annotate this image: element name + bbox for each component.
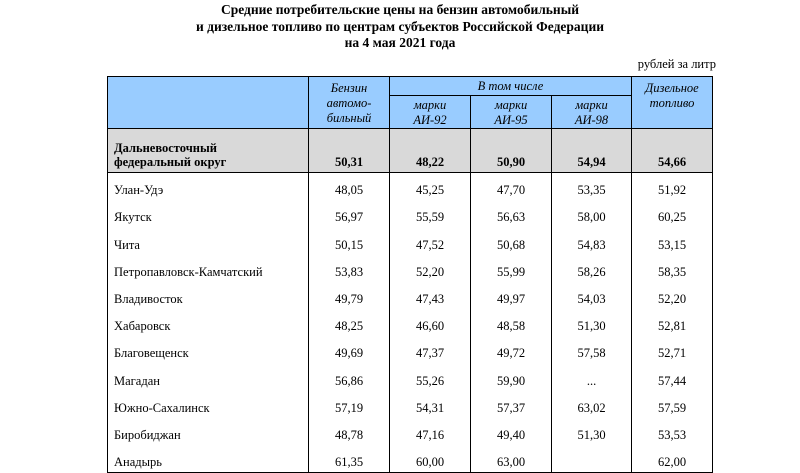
total-gasoline: 50,31 <box>309 129 390 173</box>
price-ai95: 56,63 <box>471 200 552 227</box>
city-name: Чита <box>108 227 309 254</box>
header-ai98-line2: АИ-98 <box>574 113 609 127</box>
price-gasoline: 57,19 <box>309 391 390 418</box>
price-diesel: 60,25 <box>632 200 713 227</box>
header-gasoline-line3: бильный <box>326 111 372 125</box>
price-ai92: 47,52 <box>390 227 471 254</box>
price-ai95: 63,00 <box>471 445 552 473</box>
header-ai98-line1: марки <box>575 98 608 112</box>
total-ai98: 54,94 <box>552 129 632 173</box>
price-ai92: 45,25 <box>390 173 471 201</box>
price-ai98: 54,03 <box>552 282 632 309</box>
city-name: Петропавловск-Камчатский <box>108 255 309 282</box>
title-line-3: на 4 мая 2021 года <box>344 35 456 50</box>
price-diesel: 53,53 <box>632 418 713 445</box>
price-ai92: 55,59 <box>390 200 471 227</box>
table-row <box>108 200 713 227</box>
price-ai95: 57,37 <box>471 391 552 418</box>
header-ai92 <box>390 96 471 129</box>
header-diesel-line2: топливо <box>649 96 695 110</box>
price-ai95: 47,70 <box>471 173 552 201</box>
table-row-total <box>108 129 713 173</box>
city-name: Якутск <box>108 200 309 227</box>
price-ai98: 58,26 <box>552 255 632 282</box>
table-row <box>108 282 713 309</box>
city-name: Южно-Сахалинск <box>108 391 309 418</box>
city-name: Магадан <box>108 363 309 390</box>
price-gasoline: 56,97 <box>309 200 390 227</box>
price-ai95: 59,90 <box>471 363 552 390</box>
header-empty-cell <box>108 77 309 129</box>
table-row <box>108 418 713 445</box>
price-ai92: 52,20 <box>390 255 471 282</box>
header-ai95-line1: марки <box>494 98 528 112</box>
price-diesel: 52,81 <box>632 309 713 336</box>
total-ai92: 48,22 <box>390 129 471 173</box>
total-name <box>108 129 309 173</box>
total-ai95: 50,90 <box>471 129 552 173</box>
price-gasoline: 53,83 <box>309 255 390 282</box>
table-row <box>108 445 713 473</box>
price-ai95: 55,99 <box>471 255 552 282</box>
table-row <box>108 363 713 390</box>
price-ai98: ... <box>552 363 632 390</box>
price-ai98: 51,30 <box>552 309 632 336</box>
price-diesel: 51,92 <box>632 173 713 201</box>
header-gasoline-line2: автомо- <box>326 96 372 110</box>
price-ai98: 58,00 <box>552 200 632 227</box>
city-name: Благовещенск <box>108 336 309 363</box>
city-name: Биробиджан <box>108 418 309 445</box>
price-ai92: 47,16 <box>390 418 471 445</box>
header-including: В том числе <box>390 77 632 96</box>
price-diesel: 57,59 <box>632 391 713 418</box>
header-ai95-line2: АИ-95 <box>494 113 528 127</box>
price-gasoline: 49,79 <box>309 282 390 309</box>
price-ai98: 51,30 <box>552 418 632 445</box>
price-ai92: 55,26 <box>390 363 471 390</box>
price-ai98 <box>552 445 632 473</box>
price-ai92: 54,31 <box>390 391 471 418</box>
price-ai95: 49,40 <box>471 418 552 445</box>
table-row <box>108 173 713 201</box>
price-gasoline: 56,86 <box>309 363 390 390</box>
unit-label: рублей за литр <box>637 57 716 71</box>
total-diesel: 54,66 <box>632 129 713 173</box>
city-name: Улан-Удэ <box>108 173 309 201</box>
price-gasoline: 48,25 <box>309 309 390 336</box>
table-row <box>108 255 713 282</box>
price-diesel: 53,15 <box>632 227 713 254</box>
price-ai92: 47,37 <box>390 336 471 363</box>
table-row <box>108 227 713 254</box>
header-gasoline-line1: Бензин <box>330 81 368 95</box>
price-ai98: 53,35 <box>552 173 632 201</box>
price-ai92: 46,60 <box>390 309 471 336</box>
price-ai98: 57,58 <box>552 336 632 363</box>
price-gasoline: 49,69 <box>309 336 390 363</box>
header-gasoline <box>309 77 390 129</box>
table-row <box>108 336 713 363</box>
price-diesel: 52,71 <box>632 336 713 363</box>
price-gasoline: 48,78 <box>309 418 390 445</box>
header-ai92-line2: АИ-92 <box>413 113 447 127</box>
table-row <box>108 391 713 418</box>
fuel-price-table <box>107 76 713 473</box>
price-gasoline: 50,15 <box>309 227 390 254</box>
title-line-1: Средние потребительские цены на бензин автомобильный <box>220 2 580 17</box>
header-diesel <box>632 77 713 129</box>
price-ai95: 49,97 <box>471 282 552 309</box>
header-ai92-line1: марки <box>413 98 447 112</box>
city-name: Владивосток <box>108 282 309 309</box>
total-name-line2: федеральный округ <box>114 155 227 169</box>
price-ai92: 47,43 <box>390 282 471 309</box>
document-title <box>0 2 800 52</box>
price-diesel: 57,44 <box>632 363 713 390</box>
price-ai95: 49,72 <box>471 336 552 363</box>
price-diesel: 62,00 <box>632 445 713 473</box>
total-name-line1: Дальневосточный <box>114 141 217 155</box>
price-ai92: 60,00 <box>390 445 471 473</box>
header-diesel-line1: Дизельное <box>645 81 699 95</box>
price-ai95: 48,58 <box>471 309 552 336</box>
price-ai98: 63,02 <box>552 391 632 418</box>
price-ai98: 54,83 <box>552 227 632 254</box>
city-name: Хабаровск <box>108 309 309 336</box>
price-diesel: 58,35 <box>632 255 713 282</box>
price-gasoline: 48,05 <box>309 173 390 201</box>
city-name: Анадырь <box>108 445 309 473</box>
header-ai98 <box>552 96 632 129</box>
price-diesel: 52,20 <box>632 282 713 309</box>
price-gasoline: 61,35 <box>309 445 390 473</box>
header-row-1 <box>108 77 713 96</box>
table-row <box>108 309 713 336</box>
header-ai95 <box>471 96 552 129</box>
price-ai95: 50,68 <box>471 227 552 254</box>
title-line-2: и дизельное топливо по центрам субъектов Российской Федерации <box>195 18 604 34</box>
